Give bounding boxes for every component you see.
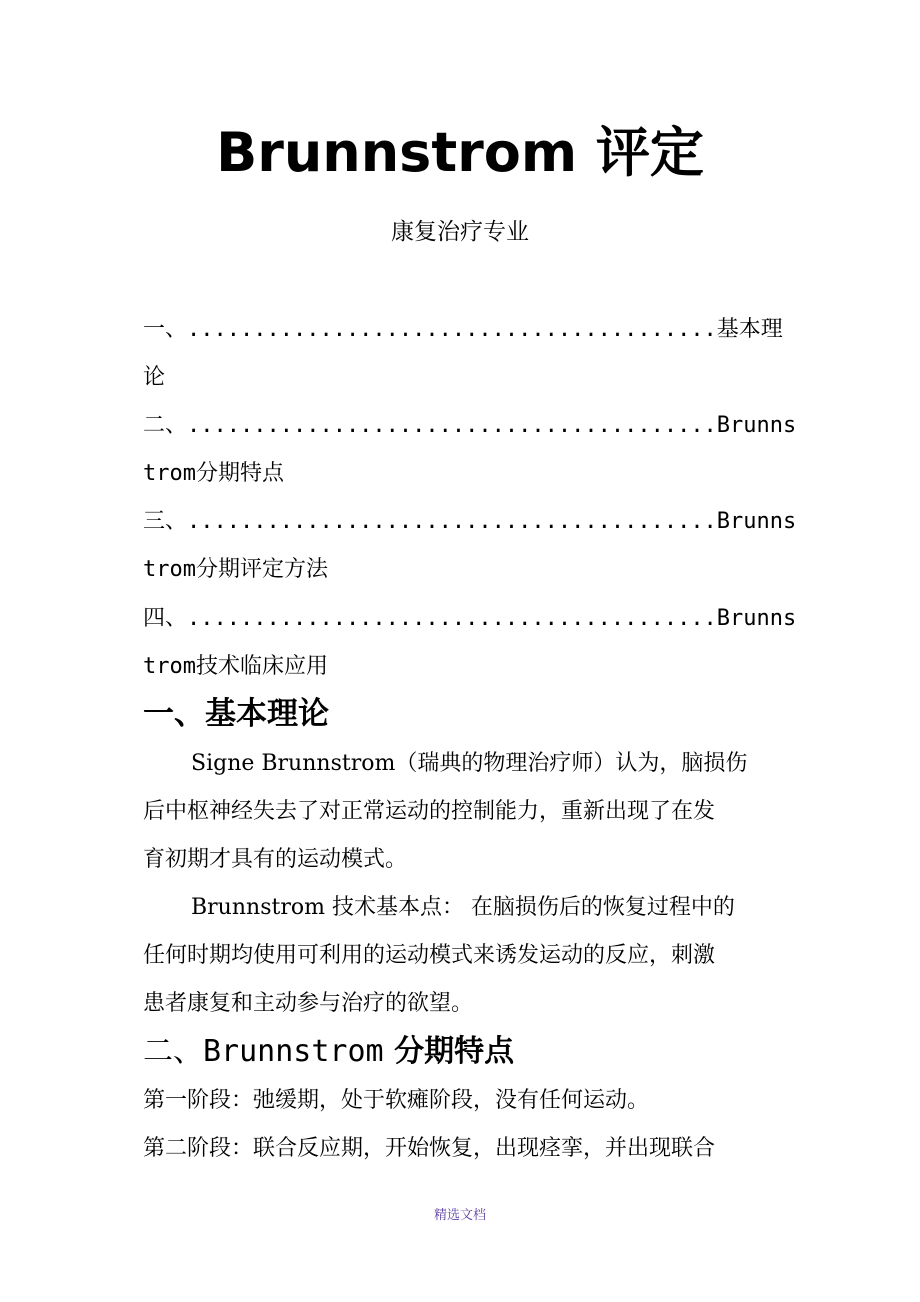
- toc-entry-3[interactable]: 三、........................................Brunns: [143, 509, 797, 534]
- toc-entry-4-text: 技术临床应用: [195, 654, 328, 679]
- toc-entry-3-continued[interactable]: [143, 546, 788, 594]
- document-title: Brunnstrom 评定: [216, 121, 704, 184]
- toc-entry-2-text: 分期特点: [195, 461, 284, 486]
- toc-entry-3-text: 分期评定方法: [195, 557, 328, 582]
- stage-2-text: 第二阶段：联合反应期，开始恢复，出现痉挛，并出现联合: [143, 1136, 716, 1161]
- toc-entry-3-latin: trom: [143, 557, 196, 582]
- toc-entry-2-latin: trom: [143, 461, 196, 486]
- paragraph-line: 育初期才具有的运动模式。: [143, 847, 408, 872]
- section2-heading-suffix: 分期特点: [383, 1034, 515, 1069]
- paragraph-line: 任何时期均使用可利用的运动模式来诱发运动的反应，刺激: [143, 943, 716, 968]
- toc-entry-4-continued[interactable]: [143, 643, 788, 691]
- toc-entry-1[interactable]: 一、........................................基本理: [143, 317, 783, 342]
- page-footer: 精选文档: [433, 1208, 486, 1223]
- paragraph-line: 患者康复和主动参与治疗的欲望。: [143, 991, 474, 1016]
- toc-entry-1-continued[interactable]: 论: [143, 365, 166, 390]
- paragraph-line: Signe Brunnstrom（瑞典的物理治疗师）认为，脑损伤: [191, 751, 748, 776]
- paragraph-line: 后中枢神经失去了对正常运动的控制能力，重新出现了在发: [143, 799, 716, 824]
- paragraph-line: Brunnstrom 技术基本点： 在脑损伤后的恢复过程中的: [191, 895, 735, 920]
- section2-heading-prefix: 二、: [143, 1034, 203, 1069]
- toc-entry-2-continued[interactable]: [143, 450, 788, 498]
- section-heading-basic-theory: 一、基本理论: [143, 696, 329, 732]
- section-heading-stage-features: [143, 1028, 514, 1076]
- toc-entry-2[interactable]: 二、........................................Brunns: [143, 413, 797, 438]
- toc-entry-4[interactable]: 四、........................................Brunns: [143, 606, 797, 631]
- stage-1-text: 第一阶段：弛缓期，处于软瘫阶段，没有任何运动。: [143, 1088, 650, 1113]
- toc-entry-4-latin: trom: [143, 654, 196, 679]
- document-subtitle: 康复治疗专业: [391, 219, 529, 245]
- section2-heading-latin: Brunnstrom: [203, 1034, 384, 1069]
